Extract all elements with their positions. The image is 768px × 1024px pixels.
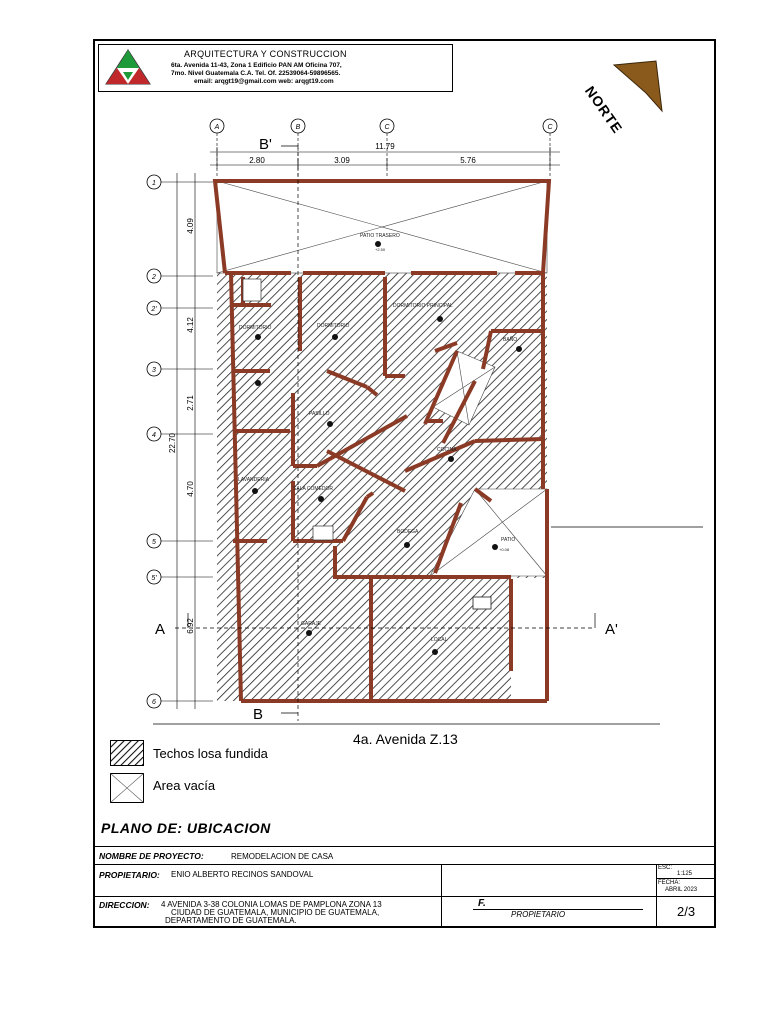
axis-label-5: 5	[152, 539, 156, 546]
dim-length-2: 4.12	[186, 317, 195, 333]
label-patio-trasero: PATIO TRASERO	[360, 233, 400, 239]
label-patio-trasero-level: +2.50	[375, 247, 386, 252]
section-b-top-label: B'	[259, 136, 272, 153]
divider-signature	[441, 864, 442, 928]
address-label: DIRECCION:	[99, 900, 150, 910]
axis-label-5p: 5'	[151, 575, 157, 582]
address-line-3: DEPARTAMENTO DE GUATEMALA.	[165, 916, 297, 925]
signature-label: F.	[478, 898, 486, 909]
label-patio-level: +0.08	[499, 547, 510, 552]
axis-label-b: B	[295, 124, 301, 131]
label-local: LOCAL	[431, 637, 448, 643]
address-line-2: CIUDAD DE GUATEMALA, MUNICIPIO DE GUATEMALA,	[171, 908, 380, 917]
slab-hatch	[217, 273, 547, 701]
water-heater-fixture	[473, 597, 491, 609]
axis-label-4: 4	[152, 432, 156, 439]
dim-length-1: 4.09	[186, 218, 195, 234]
legend-hatch-swatch	[110, 740, 144, 766]
drawing-sheet	[93, 39, 716, 928]
floor-plan	[95, 41, 718, 731]
scale-label: ESC:	[658, 865, 673, 871]
street-name: 4a. Avenida Z.13	[353, 731, 458, 747]
dim-width-3: 5.76	[460, 156, 476, 165]
axis-label-2: 2	[152, 274, 156, 281]
label-bodega: BODEGA	[397, 529, 419, 535]
date-label: FECHA:	[658, 880, 681, 886]
project-label: NOMBRE DE PROYECTO:	[99, 851, 204, 861]
label-dormitorio-1: DORMITORIO	[239, 325, 272, 331]
axis-label-c2: C	[547, 124, 553, 131]
section-b-bottom-label: B	[253, 706, 264, 723]
legend-label-slab: Techos losa fundida	[153, 746, 268, 761]
label-sala-comedor: SALA COMEDOR	[293, 486, 334, 492]
dim-width-1: 2.80	[249, 156, 265, 165]
dim-total-length: 22.70	[168, 432, 177, 454]
title-row-address	[95, 896, 714, 928]
axis-label-1: 1	[152, 180, 156, 187]
dim-length-3: 2.71	[186, 395, 195, 411]
firm-address-2: 7mo. Nivel Guatemala C.A. Tel. Of. 22539064-59896565.	[171, 70, 341, 77]
axis-label-3: 3	[152, 367, 156, 374]
plan-title: PLANO DE: UBICACION	[101, 820, 271, 836]
axis-label-c1: C	[384, 124, 390, 131]
firm-contact: email: arqgt19@gmail.com web: arqgt19.com	[194, 78, 334, 85]
label-lavanderia: LAVANDERIA	[238, 477, 269, 483]
north-label: NORTE	[581, 83, 626, 137]
firm-name: ARQUITECTURA Y CONSTRUCCION	[184, 49, 347, 59]
label-cocina: COCINA	[437, 447, 457, 453]
toilet-fixture	[243, 279, 261, 301]
date-value: ABRIL 2023	[665, 887, 698, 893]
section-a-left-label: A	[155, 621, 166, 638]
label-patio: PATIO	[501, 537, 516, 543]
owner-label: PROPIETARIO:	[99, 870, 160, 880]
label-dormitorio-2: DORMITORIO	[317, 323, 350, 329]
address-line-1: 4 AVENIDA 3-38 COLONIA LOMAS DE PAMPLONA ZONA 13	[161, 900, 382, 909]
section-a-right-label: A'	[605, 621, 618, 638]
label-garaje: GARAJE	[301, 621, 322, 627]
sheet-number: 2/3	[677, 904, 696, 919]
axis-label-6: 6	[152, 699, 156, 706]
firm-address-1: 6ta. Avenida 11-43, Zona 1 Edificio PAN AM Oficina 707,	[171, 62, 342, 69]
divider-info	[656, 864, 657, 928]
scale-value: 1:125	[677, 871, 693, 877]
axis-label-a: A	[214, 124, 220, 131]
axis-label-2p: 2'	[151, 306, 157, 313]
dim-total-width: 11.79	[375, 142, 395, 151]
dim-length-5: 6.92	[186, 618, 195, 634]
owner-value: ENIO ALBERTO RECINOS SANDOVAL	[171, 870, 314, 879]
title-row-owner	[95, 864, 714, 896]
legend-label-empty: Area vacía	[153, 778, 216, 793]
label-pasillo: PASILLO	[309, 411, 330, 417]
dim-length-4: 4.70	[186, 481, 195, 497]
project-value: REMODELACION DE CASA	[231, 852, 334, 861]
legend-empty-swatch	[110, 773, 144, 803]
signature-role: PROPIETARIO	[511, 910, 566, 919]
label-dormitorio-principal: DORMITORIO PRINCIPAL	[393, 303, 453, 309]
dim-width-2: 3.09	[334, 156, 350, 165]
label-bano: BAÑO	[503, 337, 518, 343]
sink-fixture	[313, 526, 333, 540]
title-row-project	[95, 846, 714, 864]
